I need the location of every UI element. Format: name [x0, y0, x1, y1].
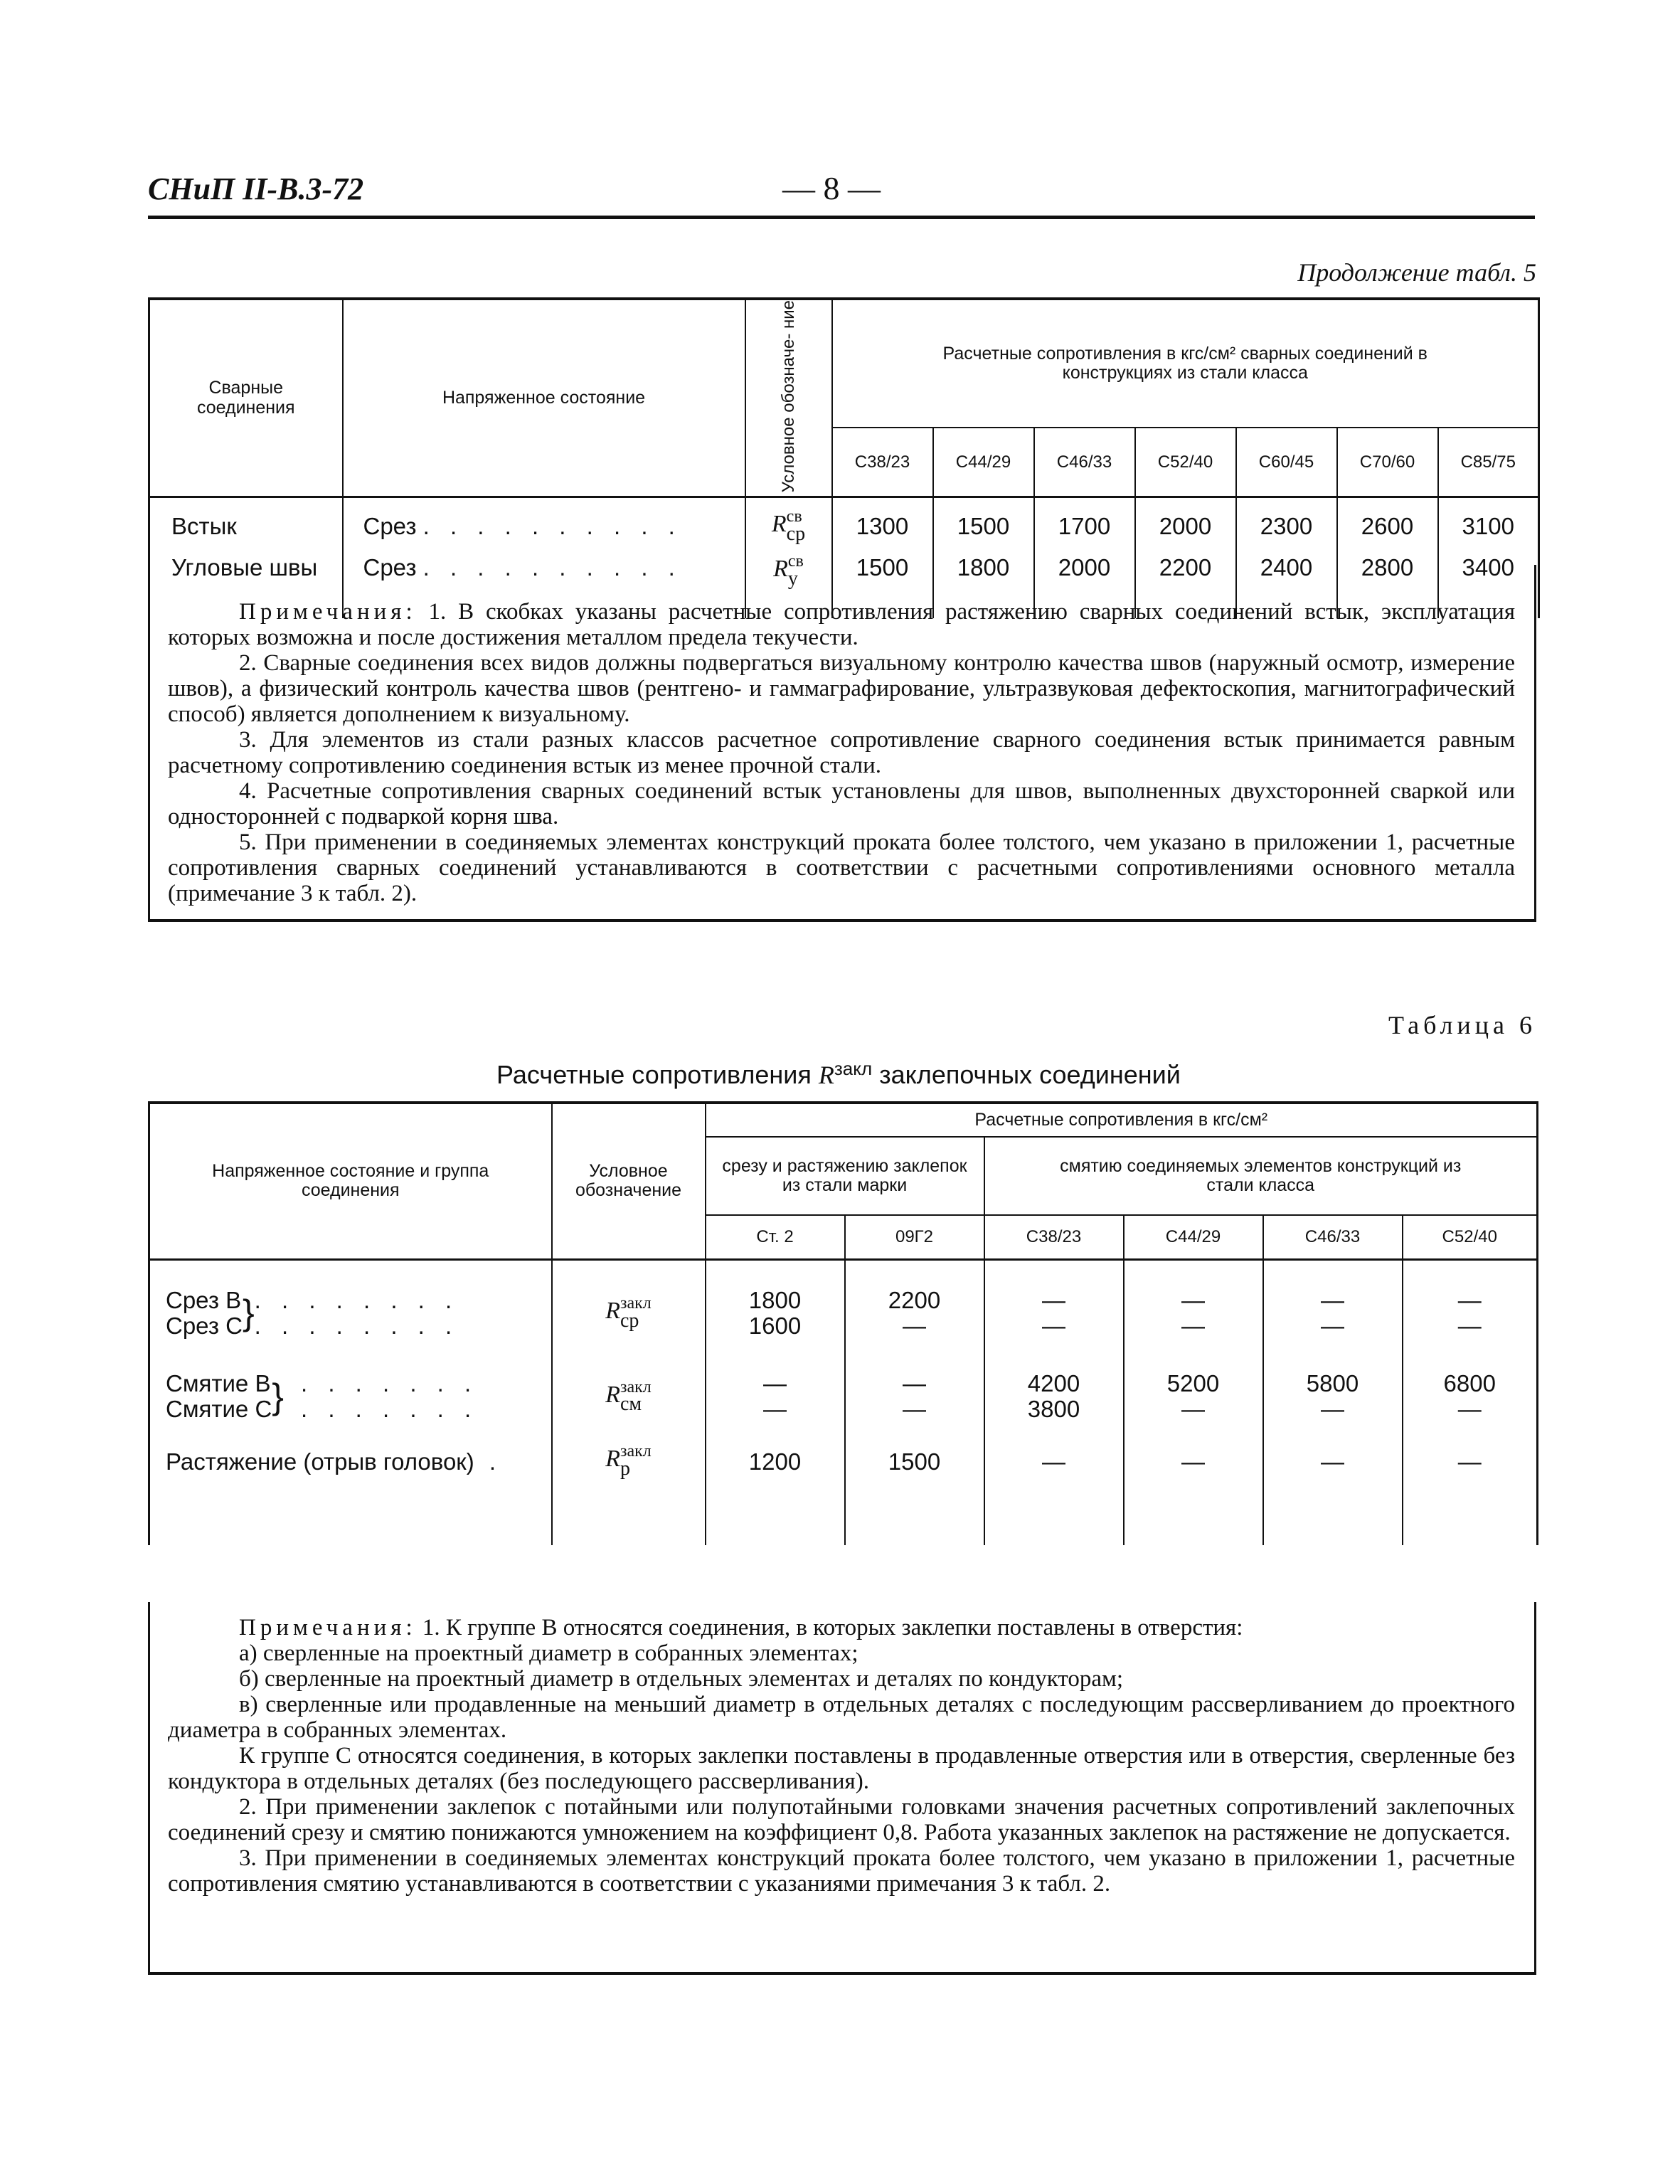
- table6-cell: [984, 1352, 1124, 1441]
- cell-line: —: [903, 1396, 926, 1422]
- table6-cell: [706, 1352, 845, 1441]
- table6-title-post: заклепочных соединений: [879, 1060, 1181, 1089]
- table6-header-stress: Напряженное состояние и группа соединения: [149, 1103, 552, 1259]
- table5-row-stress: [343, 497, 745, 554]
- table6-cell: —: [1124, 1441, 1263, 1510]
- table6-row: [149, 1259, 1538, 1352]
- table6-row-symbol: [552, 1259, 706, 1352]
- notes-label: Примечания:: [239, 1615, 417, 1640]
- table6-class-1: С38/23: [984, 1215, 1124, 1259]
- table6-grade-1: Ст. 2: [706, 1215, 845, 1259]
- table5-class-6: С70/60: [1337, 428, 1438, 497]
- page-number: — 8 —: [782, 170, 881, 206]
- cell-line: —: [903, 1312, 926, 1339]
- table6-row-dots: . . . . . . .: [301, 1370, 479, 1396]
- table6-row-label: [149, 1259, 552, 1352]
- table5-note-2: 2. Сварные соединения всех видов должны подвергаться визуальному контролю качества швов (наружный осмотр, измерение швов), а физический контроль качества швов (рентгено- и гаммаграфирование, ультразвуковая дефектоскопия, магнитографический способ) является дополнением к визуальному.: [168, 650, 1515, 727]
- table6-header-symbol: Условное обозначение: [552, 1103, 706, 1259]
- table6-cell: 1500: [845, 1441, 984, 1510]
- table5-cell: 1500: [933, 497, 1034, 554]
- table5-row-stress-label: Срез: [363, 512, 417, 539]
- table5-class-7: С85/75: [1438, 428, 1539, 497]
- table5-note-3: 3. Для элементов из стали разных классов расчетное сопротивление сварного соединения встык принимается равным расчетному сопротивлению соединения встык из менее прочной стали.: [168, 727, 1515, 778]
- document-code: СНиП II-В.3-72: [148, 171, 364, 206]
- table5-note-1: [168, 599, 1515, 650]
- cell-line: —: [1457, 1286, 1482, 1313]
- table5-header-group: Расчетные сопротивления в кгс/см² сварных соединений в конструкциях из стали класса: [832, 299, 1539, 428]
- cell-line: —: [1181, 1286, 1205, 1313]
- table6-title: [496, 1060, 1181, 1090]
- symbol-sup: закл: [620, 1377, 652, 1396]
- table5-class-2: С44/29: [933, 428, 1034, 497]
- table6-cell: [1263, 1259, 1403, 1352]
- cell-line: 5200: [1166, 1370, 1220, 1396]
- table5-header-joint: Сварные соединения: [149, 299, 343, 497]
- table5-header-stress: Напряженное состояние: [343, 299, 745, 497]
- table6-class-4: С52/40: [1403, 1215, 1538, 1259]
- table6-row-symbol: [552, 1441, 706, 1510]
- symbol-sup: св: [787, 551, 804, 571]
- table6-row-label-1: Растяжение (отрыв головок): [166, 1448, 474, 1475]
- table5-header-symbol-cell: [745, 299, 832, 497]
- table5-cell: 2000: [1135, 497, 1236, 554]
- table6-cell: [1263, 1352, 1403, 1441]
- table6-note-1d: К группе С относятся соединения, в которых заклепки поставлены в продавленные отверстия или в отверстия, сверленные без кондуктора в отдельных деталях (без последующего рассверливания).: [168, 1743, 1515, 1794]
- cell-line: 1600: [748, 1312, 802, 1339]
- symbol-sup: закл: [620, 1442, 652, 1461]
- table6-cell: [984, 1259, 1124, 1352]
- table6-cell: [1124, 1259, 1263, 1352]
- table6-cell: [1124, 1352, 1263, 1441]
- table5-row: [149, 497, 1539, 554]
- table6-class-3: С46/33: [1263, 1215, 1403, 1259]
- table5-row-symbol: [745, 497, 832, 554]
- cell-line: —: [1181, 1396, 1205, 1422]
- cell-line: 4200: [1027, 1370, 1080, 1396]
- table6-row-symbol: [552, 1352, 706, 1441]
- table5-cell: 1700: [1034, 497, 1135, 554]
- symbol-letter: R: [605, 1298, 620, 1325]
- header-rule: [148, 216, 1535, 219]
- symbol-letter: R: [773, 556, 788, 583]
- table5-cell: 2400: [1236, 554, 1337, 604]
- table5-cell: 3400: [1438, 554, 1539, 604]
- cell-line: 3800: [1027, 1396, 1080, 1422]
- table5-header-symbol: Условное обозначе- ние: [778, 300, 798, 493]
- table5-row-joint: Угловые швы: [171, 553, 318, 581]
- table6-row-label-2: Срез С: [166, 1312, 243, 1339]
- table6-note-3: 3. При применении в соединяемых элементах конструкций проката более толстого, чем указано в приложении 1, расчетные сопротивления смятию устанавливаются в соответствии с указаниями примечания 3 к табл. 2.: [168, 1845, 1515, 1897]
- table6-note-2: 2. При применении заклепок с потайными или полупотайными головками значения расчетных сопротивлений заклепочных соединений срезу и смятию понижаются умножением на коэффициент 0,8. Работа указанных заклепок на растяжение не допускается.: [168, 1794, 1515, 1845]
- table6-header-bearing: смятию соединяемых элементов конструкций из стали класса: [984, 1137, 1538, 1215]
- symbol-sup: св: [786, 507, 802, 526]
- table6: [148, 1101, 1538, 1545]
- symbol-sub: у: [787, 567, 798, 590]
- table5-row-joint: Встык: [171, 512, 237, 539]
- cell-line: —: [1042, 1286, 1065, 1313]
- table6-title-pre: Расчетные сопротивления: [496, 1060, 812, 1089]
- table6-cell: [1403, 1259, 1538, 1352]
- table6-row-dots: . . . . . . .: [301, 1396, 479, 1422]
- table6-cell: [706, 1259, 845, 1352]
- cell-line: —: [763, 1370, 787, 1396]
- table6-cell: 1200: [706, 1441, 845, 1510]
- symbol-sub: ср: [786, 522, 806, 545]
- table6-cell: [1403, 1352, 1538, 1441]
- table6-header-rivets: срезу и растяжению заклепок из стали марки: [706, 1137, 984, 1215]
- cell-line: —: [1457, 1312, 1482, 1339]
- table6-cell: [845, 1352, 984, 1441]
- cell-line: —: [763, 1396, 787, 1422]
- table5-class-1: С38/23: [832, 428, 933, 497]
- cell-line: —: [1042, 1312, 1065, 1339]
- table6-note-1: [168, 1615, 1515, 1640]
- table6-row-label-1: Смятие В: [166, 1370, 271, 1396]
- table6-label: Таблица 6: [1388, 1011, 1536, 1039]
- note-text: 1. В скобках указаны расчетные сопротивления растяжению сварных соединений встык, эксплуатация которых возможна и после достижения металлом предела текучести.: [168, 599, 1516, 650]
- table5-cell: 2300: [1236, 497, 1337, 554]
- table6-row-label-2: Смятие С: [166, 1396, 272, 1422]
- table6-row: [149, 1441, 1538, 1510]
- note-text: 1. К группе В относятся соединения, в которых заклепки поставлены в отверстия:: [422, 1615, 1243, 1640]
- table5-cell: 2600: [1337, 497, 1438, 554]
- cell-line: 2200: [888, 1286, 941, 1313]
- table5-note-5: 5. При применении в соединяемых элементах конструкций проката более толстого, чем указано в приложении 1, расчетные сопротивления сварных соединений устанавливаются в соответствии с расчетными сопротивлениями основного металла (примечание 3 к табл. 2).: [168, 829, 1515, 906]
- table6-row-dots: . . . . . . . .: [254, 1286, 459, 1313]
- table5-notes: [168, 599, 1515, 906]
- table5-cell: 1500: [832, 554, 933, 604]
- table6-row-dots: . . . . . . . .: [254, 1312, 459, 1339]
- cell-line: 5800: [1306, 1370, 1359, 1396]
- table5-row-stress-label: Срез: [363, 553, 417, 581]
- cell-line: —: [1457, 1396, 1482, 1422]
- table6-row: [149, 1352, 1538, 1441]
- table6-cell: —: [1403, 1441, 1538, 1510]
- table6-title-sup: закл: [834, 1058, 873, 1079]
- table6-row-label: [149, 1352, 552, 1441]
- table5-row-dots: . . . . . . . . . .: [422, 512, 682, 539]
- table6-note-1a: а) сверленные на проектный диаметр в собранных элементах;: [239, 1640, 858, 1666]
- cell-line: —: [903, 1370, 926, 1396]
- table6-header-group: Расчетные сопротивления в кгс/см²: [706, 1103, 1538, 1137]
- table6-spacer-row: [149, 1510, 1538, 1545]
- table6-row-label: [149, 1441, 552, 1510]
- table6-cell: —: [1263, 1441, 1403, 1510]
- table6-row-label-1: Срез В: [166, 1286, 242, 1313]
- table6-cell: [845, 1259, 984, 1352]
- brace-icon: }: [242, 1293, 255, 1333]
- brace-icon: }: [272, 1376, 284, 1416]
- table5-class-3: С46/33: [1034, 428, 1135, 497]
- table6-notes: [168, 1615, 1515, 1897]
- cell-line: —: [1321, 1312, 1344, 1339]
- symbol-sub: ср: [620, 1309, 639, 1332]
- cell-line: —: [1181, 1312, 1205, 1339]
- table5-cell: 1800: [933, 554, 1034, 604]
- cell-line: —: [1321, 1396, 1344, 1422]
- symbol-letter: R: [605, 1381, 620, 1408]
- table6-row-dots: .: [489, 1448, 496, 1475]
- table6-cell: —: [984, 1441, 1124, 1510]
- table5-continuation-label: Продолжение табл. 5: [1297, 258, 1536, 287]
- table5-cell: 2800: [1337, 554, 1438, 604]
- cell-line: 6800: [1443, 1370, 1496, 1396]
- notes-label: Примечания:: [239, 599, 417, 625]
- table6-note-1b: б) сверленные на проектный диаметр в отдельных элементах и деталях по кондукторам;: [239, 1666, 1124, 1692]
- table5-note-4: 4. Расчетные сопротивления сварных соединений встык установлены для швов, выполненных двухсторонней сваркой или односторонней с подваркой корня шва.: [168, 778, 1515, 829]
- symbol-letter: R: [605, 1446, 620, 1473]
- cell-line: —: [1321, 1286, 1344, 1313]
- symbol-letter: R: [771, 511, 787, 538]
- table5-class-4: С52/40: [1135, 428, 1236, 497]
- table5-cell: 3100: [1438, 497, 1539, 554]
- symbol-sub: см: [620, 1393, 642, 1416]
- table5-row-dots: . . . . . . . . . .: [422, 553, 682, 581]
- table6-title-symbol: R: [818, 1061, 834, 1089]
- table6-grade-2: 09Г2: [845, 1215, 984, 1259]
- table6-note-1c: в) сверленные или продавленные на меньший диаметр в отдельных деталях с последующим рассверливанием до проектного диаметра в собранных элементах.: [168, 1692, 1515, 1743]
- table5-cell: 2200: [1135, 554, 1236, 604]
- symbol-sup: закл: [620, 1294, 652, 1313]
- symbol-sub: р: [620, 1457, 630, 1480]
- table5-class-5: С60/45: [1236, 428, 1337, 497]
- table5-cell: 1300: [832, 497, 933, 554]
- table5-cell: 2000: [1034, 554, 1135, 604]
- cell-line: 1800: [748, 1286, 802, 1313]
- table6-class-2: С44/29: [1124, 1215, 1263, 1259]
